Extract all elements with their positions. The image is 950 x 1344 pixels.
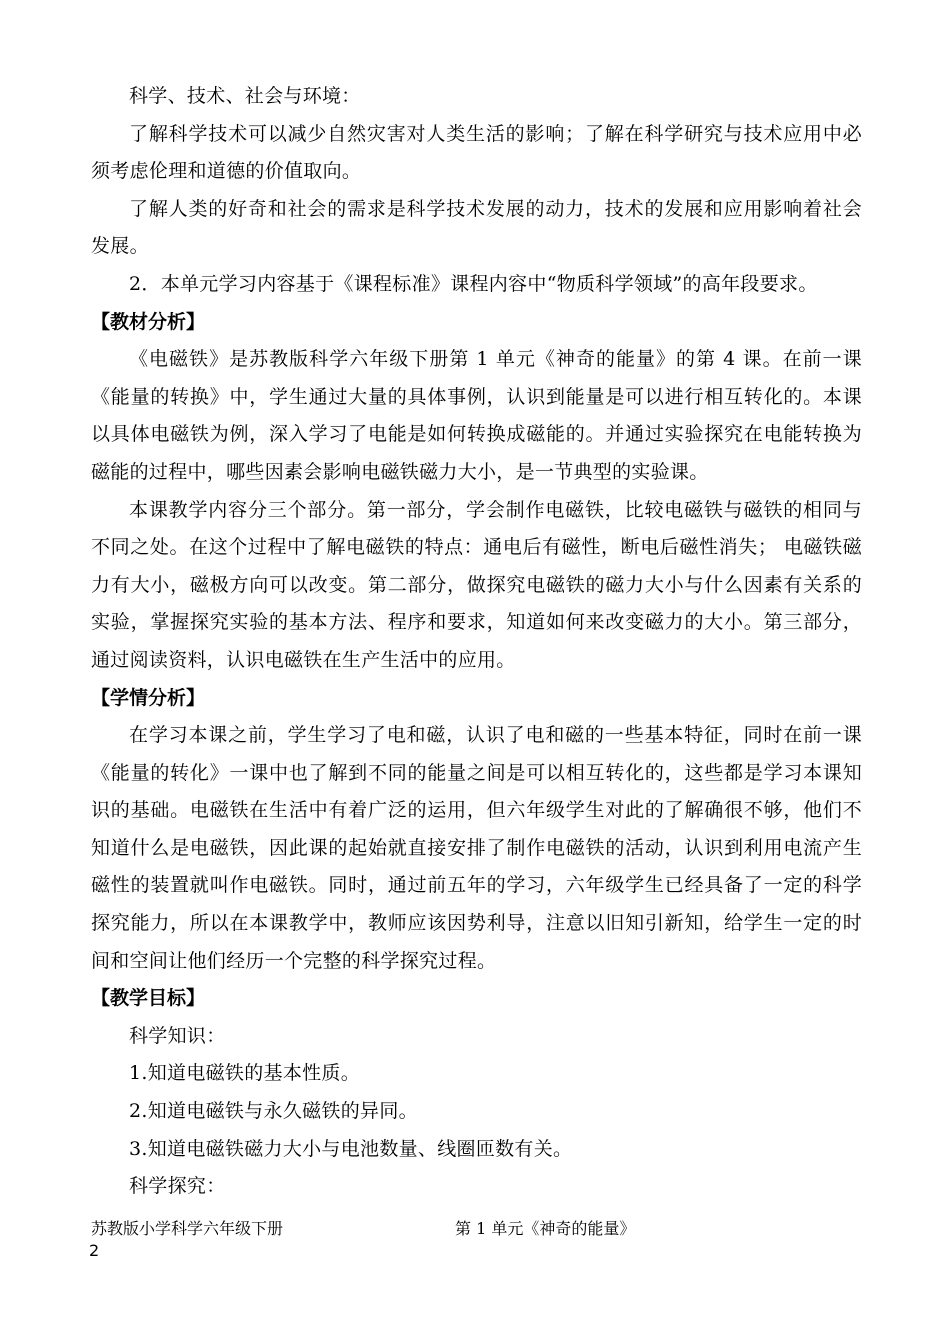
section-heading-teaching-goals: 【教学目标】 (91, 987, 206, 1010)
goal-item-1: 1.知道电磁铁的基本性质。 (129, 1062, 361, 1085)
section-heading-student-analysis: 【学情分析】 (91, 686, 206, 709)
document-body (91, 78, 862, 1206)
goal-category-knowledge: 科学知识： (129, 1024, 226, 1047)
paragraph-textbook-analysis-1: 《电磁铁》是苏教版科学六年级下册第 1 单元《神奇的能量》的第 4 课。在前一课《能量的转换》中，学生通过大量的具体事例，认识到能量是可以进行相互转化的。本课以具体电磁铁为例，深入学习了电能是如何转换成磁能的。并通过实验探究在电能转换为磁能的过程中，哪些因素会影响电磁铁磁力大小，是一节典型的实验课。 (91, 348, 862, 483)
paragraph-sts-1: 了解科学技术可以减少自然灾害对人类生活的影响；了解在科学研究与技术应用中必须考虑伦理和道德的价值取向。 (91, 122, 862, 183)
goal-item-2: 2.知道电磁铁与永久磁铁的异同。 (129, 1100, 418, 1123)
paragraph-standard: 2．本单元学习内容基于《课程标准》课程内容中“物质科学领域”的高年段要求。 (129, 272, 818, 295)
paragraph-sts-2: 了解人类的好奇和社会的需求是科学技术发展的动力，技术的发展和应用影响着社会发展。 (91, 197, 862, 258)
footer-unit-title: 第 1 单元《神奇的能量》 (455, 1219, 636, 1238)
footer-book-title: 苏教版小学科学六年级下册 (91, 1219, 284, 1238)
paragraph-student-analysis: 在学习本课之前，学生学习了电和磁，认识了电和磁的一些基本特征，同时在前一课《能量的转化》一课中也了解到不同的能量之间是可以相互转化的，这些都是学习本课知识的基础。电磁铁在生活中有着广泛的运用，但六年级学生对此的了解确很不够，他们不知道什么是电磁铁，因此课的起始就直接安排了制作电磁铁的活动，认识到利用电流产生磁性的装置就叫作电磁铁。同时，通过前五年的学习，六年级学生已经具备了一定的科学探究能力，所以在本课教学中，教师应该因势利导，注意以旧知引新知，给学生一定的时间和空间让他们经历一个完整的科学探究过程。 (91, 724, 862, 972)
paragraph-textbook-analysis-2: 本课教学内容分三个部分。第一部分，学会制作电磁铁，比较电磁铁与磁铁的相同与不同之处。在这个过程中了解电磁铁的特点：通电后有磁性，断电后磁性消失； 电磁铁磁力有大小，磁极方向可以改变。第二部分，做探究电磁铁的磁力大小与什么因素有关系的实验，掌握探究实验的基本方法、程序和要求，知道如何来改变磁力的大小。第三部分，通过阅读资料，认识电磁铁在生产生活中的应用。 (91, 498, 862, 671)
paragraph-sts-heading: 科学、技术、社会与环境： (129, 85, 361, 107)
page-number: 2 (89, 1241, 100, 1260)
goal-category-inquiry: 科学探究： (129, 1175, 226, 1198)
section-heading-textbook-analysis: 【教材分析】 (91, 310, 206, 333)
goal-item-3: 3.知道电磁铁磁力大小与电池数量、线圈匝数有关。 (129, 1137, 573, 1160)
